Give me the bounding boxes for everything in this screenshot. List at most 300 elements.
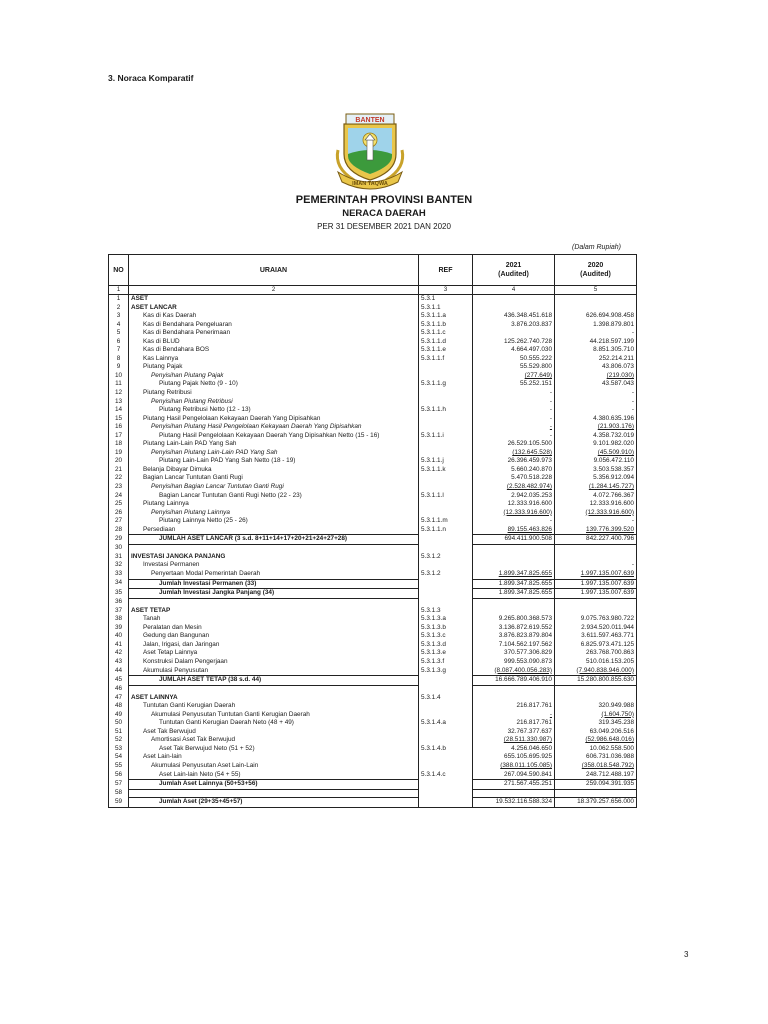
- row-description: Kas di Bendahara Pengeluaran: [129, 321, 419, 330]
- table-row: [109, 632, 637, 641]
- table-row: [109, 579, 637, 589]
- row-value-2021: 5.660.240.870: [473, 466, 555, 475]
- row-description: Tanah: [129, 615, 419, 624]
- table-row: [109, 561, 637, 570]
- table-row: [109, 753, 637, 762]
- row-number: 51: [109, 728, 129, 737]
- row-value-2020: 606.731.036.988: [555, 753, 637, 762]
- row-value-2020: 259.094.391.935: [555, 780, 637, 790]
- table-row: [109, 615, 637, 624]
- table-row: [109, 329, 637, 338]
- row-number: 43: [109, 658, 129, 667]
- row-number: 24: [109, 492, 129, 501]
- row-description: Aset Tak Berwujud: [129, 728, 419, 737]
- row-reference: 5.3.1.1.c: [419, 329, 473, 338]
- table-row: [109, 466, 637, 475]
- row-reference: 5.3.1.3.c: [419, 632, 473, 641]
- header-uraian: URAIAN: [129, 255, 419, 286]
- row-value-2021: 19.532.116.588.324: [473, 798, 555, 808]
- row-reference: [419, 780, 473, 790]
- table-row: [109, 624, 637, 633]
- row-value-2021: [473, 553, 555, 562]
- row-description: Bagian Lancar Tuntutan Ganti Rugi Netto (22 - 23): [129, 492, 419, 501]
- row-value-2021: 436.348.451.618: [473, 312, 555, 321]
- table-row: [109, 363, 637, 372]
- table-row: [109, 346, 637, 355]
- row-value-2020: 842.227.400.796: [555, 535, 637, 545]
- row-description: JUMLAH ASET TETAP (38 s.d. 44): [129, 676, 419, 686]
- table-row: [109, 321, 637, 330]
- row-reference: [419, 474, 473, 483]
- row-value-2021: 2.942.035.253: [473, 492, 555, 501]
- row-number: 47: [109, 694, 129, 703]
- column-number: 4: [473, 286, 555, 295]
- row-number: 33: [109, 570, 129, 579]
- row-number: 36: [109, 598, 129, 607]
- row-reference: [419, 702, 473, 711]
- row-reference: [419, 398, 473, 407]
- row-value-2020: -: [555, 389, 637, 398]
- row-value-2020: [555, 553, 637, 562]
- row-number: 22: [109, 474, 129, 483]
- row-description: Akumulasi Penyusutan Tuntutan Ganti Kerugian Daerah: [129, 711, 419, 720]
- row-reference: [419, 579, 473, 589]
- row-description: Aset Tak Berwujud Neto (51 + 52): [129, 745, 419, 754]
- row-number: 19: [109, 449, 129, 458]
- row-value-2020: 63.049.206.516: [555, 728, 637, 737]
- table-row: [109, 517, 637, 526]
- row-reference: [419, 789, 473, 798]
- row-value-2020: 626.694.908.458: [555, 312, 637, 321]
- row-value-2020: 5.356.912.094: [555, 474, 637, 483]
- table-row: [109, 570, 637, 579]
- row-description: Penyisihan Bagian Lancar Tuntutan Ganti Rugi: [129, 483, 419, 492]
- row-reference: 5.3.1.1.h: [419, 406, 473, 415]
- row-number: 8: [109, 355, 129, 364]
- row-number: 16: [109, 423, 129, 432]
- row-number: 58: [109, 789, 129, 798]
- row-reference: 5.3.1.4.b: [419, 745, 473, 754]
- row-value-2021: 55.252.151: [473, 380, 555, 389]
- table-row: [109, 295, 637, 304]
- row-reference: [419, 762, 473, 771]
- currency-unit-note: (Dalam Rupiah): [572, 244, 622, 251]
- row-value-2021: 267.094.590.841: [473, 771, 555, 780]
- row-reference: 5.3.1.1.i: [419, 432, 473, 441]
- government-title: PEMERINTAH PROVINSI BANTEN: [295, 194, 473, 206]
- row-number: 44: [109, 667, 129, 676]
- table-row: [109, 440, 637, 449]
- row-value-2021: 370.577.306.829: [473, 649, 555, 658]
- row-number: 45: [109, 676, 129, 686]
- row-number: 46: [109, 685, 129, 694]
- row-description: Kas di Kas Daerah: [129, 312, 419, 321]
- table-row: [109, 598, 637, 607]
- row-value-2020: [555, 544, 637, 553]
- row-number: 54: [109, 753, 129, 762]
- table-row: [109, 544, 637, 553]
- row-value-2020: [555, 304, 637, 313]
- row-number: 15: [109, 415, 129, 424]
- row-value-2021: [473, 607, 555, 616]
- column-number-row: [109, 286, 637, 295]
- row-value-2021: (2.528.482.974): [473, 483, 555, 492]
- row-number: 53: [109, 745, 129, 754]
- row-reference: [419, 483, 473, 492]
- row-reference: [419, 423, 473, 432]
- row-description: Jumlah Aset Lainnya (50+53+56): [129, 780, 419, 790]
- row-number: 11: [109, 380, 129, 389]
- table-row: [109, 798, 637, 808]
- row-value-2020: [555, 694, 637, 703]
- row-value-2021: 9.265.800.368.573: [473, 615, 555, 624]
- row-reference: [419, 500, 473, 509]
- table-row: [109, 694, 637, 703]
- row-reference: 5.3.1.3.g: [419, 667, 473, 676]
- row-value-2020: -: [555, 329, 637, 338]
- table-row: [109, 500, 637, 509]
- row-number: 6: [109, 338, 129, 347]
- row-value-2020: 43.587.043: [555, 380, 637, 389]
- row-description: Peralatan dan Mesin: [129, 624, 419, 633]
- row-reference: [419, 589, 473, 599]
- table-row: [109, 380, 637, 389]
- row-value-2021: -: [473, 711, 555, 720]
- row-value-2021: -: [473, 415, 555, 424]
- row-value-2020: 1.997.135.007.639: [555, 570, 637, 579]
- table-row: [109, 457, 637, 466]
- row-value-2020: 4.380.635.196: [555, 415, 637, 424]
- table-row: [109, 304, 637, 313]
- row-value-2020: 4.072.766.367: [555, 492, 637, 501]
- row-value-2021: 1.899.347.825.655: [473, 589, 555, 599]
- row-reference: [419, 372, 473, 381]
- header-2020: 2020 (Audited): [555, 255, 637, 286]
- row-reference: 5.3.1.3.d: [419, 641, 473, 650]
- row-number: 30: [109, 544, 129, 553]
- row-value-2021: 16.666.789.406.910: [473, 676, 555, 686]
- row-description: INVESTASI JANGKA PANJANG: [129, 553, 419, 562]
- row-description: Tuntutan Ganti Kerugian Daerah: [129, 702, 419, 711]
- table-row: [109, 483, 637, 492]
- row-description: Jumlah Investasi Jangka Panjang (34): [129, 589, 419, 599]
- row-description: Piutang Pajak Netto (9 - 10): [129, 380, 419, 389]
- row-reference: 5.3.1.1.k: [419, 466, 473, 475]
- row-value-2020: 4.358.732.019: [555, 432, 637, 441]
- row-reference: 5.3.1.3.b: [419, 624, 473, 633]
- row-value-2020: (358.018.548.792): [555, 762, 637, 771]
- row-number: 20: [109, 457, 129, 466]
- table-row: [109, 509, 637, 518]
- table-row: [109, 553, 637, 562]
- row-reference: 5.3.1.4: [419, 694, 473, 703]
- table-row: [109, 589, 637, 599]
- row-description: Konstruksi Dalam Pengerjaan: [129, 658, 419, 667]
- row-reference: 5.3.1.3.a: [419, 615, 473, 624]
- row-reference: [419, 535, 473, 545]
- row-number: 3: [109, 312, 129, 321]
- row-value-2020: 1.997.135.007.639: [555, 589, 637, 599]
- row-value-2021: (12.333.916.600): [473, 509, 555, 518]
- row-number: 42: [109, 649, 129, 658]
- row-reference: 5.3.1.1.f: [419, 355, 473, 364]
- table-row: [109, 728, 637, 737]
- row-value-2020: 3.611.597.463.771: [555, 632, 637, 641]
- row-value-2020: 18.379.257.656.000: [555, 798, 637, 808]
- row-value-2021: [473, 544, 555, 553]
- row-value-2021: [473, 329, 555, 338]
- row-value-2020: 9.075.763.980.722: [555, 615, 637, 624]
- row-value-2020: 15.280.800.855.630: [555, 676, 637, 686]
- row-description: Piutang Lain-Lain PAD Yang Sah: [129, 440, 419, 449]
- row-value-2021: 271.567.455.251: [473, 780, 555, 790]
- row-reference: 5.3.1.1.d: [419, 338, 473, 347]
- row-number: 29: [109, 535, 129, 545]
- row-number: 40: [109, 632, 129, 641]
- row-value-2020: 43.806.073: [555, 363, 637, 372]
- row-reference: 5.3.1.4.c: [419, 771, 473, 780]
- row-number: 4: [109, 321, 129, 330]
- row-value-2020: [555, 607, 637, 616]
- row-value-2021: -: [473, 406, 555, 415]
- row-value-2021: (388.011.105.085): [473, 762, 555, 771]
- row-value-2021: 26.529.105.500: [473, 440, 555, 449]
- row-description: Piutang Hasil Pengelolaan Kekayaan Daerah Yang Dipisahkan: [129, 415, 419, 424]
- header-ref: REF: [419, 255, 473, 286]
- row-value-2020: 320.949.988: [555, 702, 637, 711]
- row-reference: [419, 449, 473, 458]
- logo-bottom-text: IMAN TAQWA: [352, 181, 388, 187]
- row-value-2021: 1.899.347.825.655: [473, 579, 555, 589]
- row-number: 23: [109, 483, 129, 492]
- table-row: [109, 415, 637, 424]
- table-row: [109, 658, 637, 667]
- row-reference: [419, 415, 473, 424]
- row-value-2021: [473, 789, 555, 798]
- row-reference: 5.3.1.4.a: [419, 719, 473, 728]
- row-reference: 5.3.1.1.m: [419, 517, 473, 526]
- row-description: [129, 685, 419, 694]
- row-number: 34: [109, 579, 129, 589]
- row-value-2020: (12.333.916.600): [555, 509, 637, 518]
- row-description: Bagian Lancar Tuntutan Ganti Rugi: [129, 474, 419, 483]
- row-description: Belanja Dibayar Dimuka: [129, 466, 419, 475]
- row-value-2020: (219.030): [555, 372, 637, 381]
- row-value-2021: (8.087.400.056.283): [473, 667, 555, 676]
- row-value-2021: (277.649): [473, 372, 555, 381]
- row-description: Piutang Pajak: [129, 363, 419, 372]
- row-value-2021: 125.262.740.728: [473, 338, 555, 347]
- row-reference: 5.3.1.1: [419, 304, 473, 313]
- row-description: Penyisihan Piutang Pajak: [129, 372, 419, 381]
- row-number: 10: [109, 372, 129, 381]
- row-reference: 5.3.1.2: [419, 553, 473, 562]
- row-value-2020: 6.825.973.471.125: [555, 641, 637, 650]
- row-number: 13: [109, 398, 129, 407]
- row-description: JUMLAH ASET LANCAR (3 s.d. 8+11+14+17+20+21+24+27+28): [129, 535, 419, 545]
- row-value-2021: -: [473, 389, 555, 398]
- row-description: Piutang Hasil Pengelolaan Kekayaan Daerah Yang Dipisahkan Netto (15 - 16): [129, 432, 419, 441]
- row-number: 59: [109, 798, 129, 808]
- row-description: ASET: [129, 295, 419, 304]
- row-number: 18: [109, 440, 129, 449]
- row-description: Kas di Bendahara BOS: [129, 346, 419, 355]
- row-value-2020: (52.986.648.016): [555, 736, 637, 745]
- row-description: Aset Lain-lain: [129, 753, 419, 762]
- row-reference: [419, 509, 473, 518]
- row-reference: 5.3.1.1.n: [419, 526, 473, 535]
- row-value-2021: 4.664.497.030: [473, 346, 555, 355]
- row-description: Kas Lainnya: [129, 355, 419, 364]
- table-row: [109, 312, 637, 321]
- row-reference: [419, 736, 473, 745]
- row-number: 1: [109, 295, 129, 304]
- row-number: 21: [109, 466, 129, 475]
- row-description: Tuntutan Ganti Kerugian Daerah Neto (48 + 49): [129, 719, 419, 728]
- row-value-2021: [473, 295, 555, 304]
- row-value-2021: 999.553.090.873: [473, 658, 555, 667]
- row-value-2020: -: [555, 398, 637, 407]
- row-number: 39: [109, 624, 129, 633]
- row-value-2021: 89.155.463.826: [473, 526, 555, 535]
- row-reference: [419, 598, 473, 607]
- row-description: Piutang Retribusi: [129, 389, 419, 398]
- row-description: Penyertaan Modal Pemerintah Daerah: [129, 570, 419, 579]
- statement-title: NERACA DAERAH: [342, 208, 426, 219]
- row-description: Aset Lain-lain Neto (54 + 55): [129, 771, 419, 780]
- column-number: 3: [419, 286, 473, 295]
- table-row: [109, 685, 637, 694]
- column-number: 1: [109, 286, 129, 295]
- row-value-2020: 139.776.399.520: [555, 526, 637, 535]
- row-value-2020: (21.903.176): [555, 423, 637, 432]
- row-reference: 5.3.1.1.l: [419, 492, 473, 501]
- row-description: Penyisihan Piutang Hasil Pengelolaan Kekayaan Daerah Yang Dipisahkan: [129, 423, 419, 432]
- row-value-2021: [473, 685, 555, 694]
- row-reference: [419, 711, 473, 720]
- row-reference: 5.3.1.1.g: [419, 380, 473, 389]
- table-header-row: [109, 255, 637, 286]
- row-value-2021: -: [473, 423, 555, 432]
- row-description: [129, 598, 419, 607]
- row-value-2021: -: [473, 517, 555, 526]
- row-number: 27: [109, 517, 129, 526]
- table-row: [109, 526, 637, 535]
- row-value-2021: 3.876.823.879.804: [473, 632, 555, 641]
- table-row: [109, 736, 637, 745]
- table-row: [109, 789, 637, 798]
- table-row: [109, 449, 637, 458]
- row-value-2021: -: [473, 398, 555, 407]
- row-number: 9: [109, 363, 129, 372]
- row-value-2020: 248.712.488.197: [555, 771, 637, 780]
- row-value-2020: 12.333.916.600: [555, 500, 637, 509]
- row-reference: 5.3.1.3.e: [419, 649, 473, 658]
- row-value-2020: 44.218.597.199: [555, 338, 637, 347]
- row-number: 48: [109, 702, 129, 711]
- row-number: 56: [109, 771, 129, 780]
- row-description: Gedung dan Bangunan: [129, 632, 419, 641]
- row-value-2021: 694.411.900.508: [473, 535, 555, 545]
- row-value-2021: 3.876.203.837: [473, 321, 555, 330]
- row-number: 57: [109, 780, 129, 790]
- row-value-2020: 2.934.520.011.944: [555, 624, 637, 633]
- row-reference: 5.3.1.3: [419, 607, 473, 616]
- table-row: [109, 535, 637, 545]
- row-value-2021: [473, 598, 555, 607]
- row-number: 5: [109, 329, 129, 338]
- row-number: 50: [109, 719, 129, 728]
- row-number: 28: [109, 526, 129, 535]
- row-number: 38: [109, 615, 129, 624]
- row-value-2021: 26.396.459.973: [473, 457, 555, 466]
- row-reference: [419, 676, 473, 686]
- row-value-2021: 7.104.562.197.562: [473, 641, 555, 650]
- row-number: 52: [109, 736, 129, 745]
- row-reference: [419, 753, 473, 762]
- row-description: Jalan, Irigasi, dan Jaringan: [129, 641, 419, 650]
- column-number: 2: [129, 286, 419, 295]
- table-row: [109, 406, 637, 415]
- row-description: Piutang Lainnya: [129, 500, 419, 509]
- row-value-2021: 655.105.695.925: [473, 753, 555, 762]
- row-description: ASET TETAP: [129, 607, 419, 616]
- table-row: [109, 780, 637, 790]
- row-reference: [419, 728, 473, 737]
- row-value-2021: 55.529.800: [473, 363, 555, 372]
- row-value-2021: 1.899.347.825.655: [473, 570, 555, 579]
- row-number: 26: [109, 509, 129, 518]
- row-value-2021: [473, 694, 555, 703]
- row-reference: [419, 389, 473, 398]
- header-2021: 2021 (Audited): [473, 255, 555, 286]
- row-value-2020: 263.768.700.863: [555, 649, 637, 658]
- row-number: 41: [109, 641, 129, 650]
- table-row: [109, 745, 637, 754]
- row-value-2021: 216.817.761: [473, 702, 555, 711]
- row-description: Jumlah Investasi Permanen (33): [129, 579, 419, 589]
- table-row: [109, 398, 637, 407]
- row-number: 14: [109, 406, 129, 415]
- row-description: Kas di BLUD: [129, 338, 419, 347]
- row-reference: 5.3.1.3.f: [419, 658, 473, 667]
- table-row: [109, 719, 637, 728]
- table-row: [109, 355, 637, 364]
- row-value-2020: 1.997.135.007.639: [555, 579, 637, 589]
- row-value-2021: (132.645.528): [473, 449, 555, 458]
- table-row: [109, 338, 637, 347]
- table-row: [109, 432, 637, 441]
- row-number: 7: [109, 346, 129, 355]
- row-number: 2: [109, 304, 129, 313]
- row-reference: [419, 363, 473, 372]
- table-row: [109, 711, 637, 720]
- row-value-2021: 4.256.046.650: [473, 745, 555, 754]
- row-description: Akumulasi Penyusutan Aset Lain-Lain: [129, 762, 419, 771]
- row-value-2020: 252.214.211: [555, 355, 637, 364]
- table-row: [109, 372, 637, 381]
- banten-coat-of-arms-icon: [324, 110, 416, 190]
- row-value-2020: [555, 789, 637, 798]
- table-row: [109, 702, 637, 711]
- row-number: 37: [109, 607, 129, 616]
- table-row: [109, 641, 637, 650]
- row-number: 12: [109, 389, 129, 398]
- table-row: [109, 492, 637, 501]
- row-value-2021: [473, 304, 555, 313]
- row-value-2020: -: [555, 406, 637, 415]
- column-number: 5: [555, 286, 637, 295]
